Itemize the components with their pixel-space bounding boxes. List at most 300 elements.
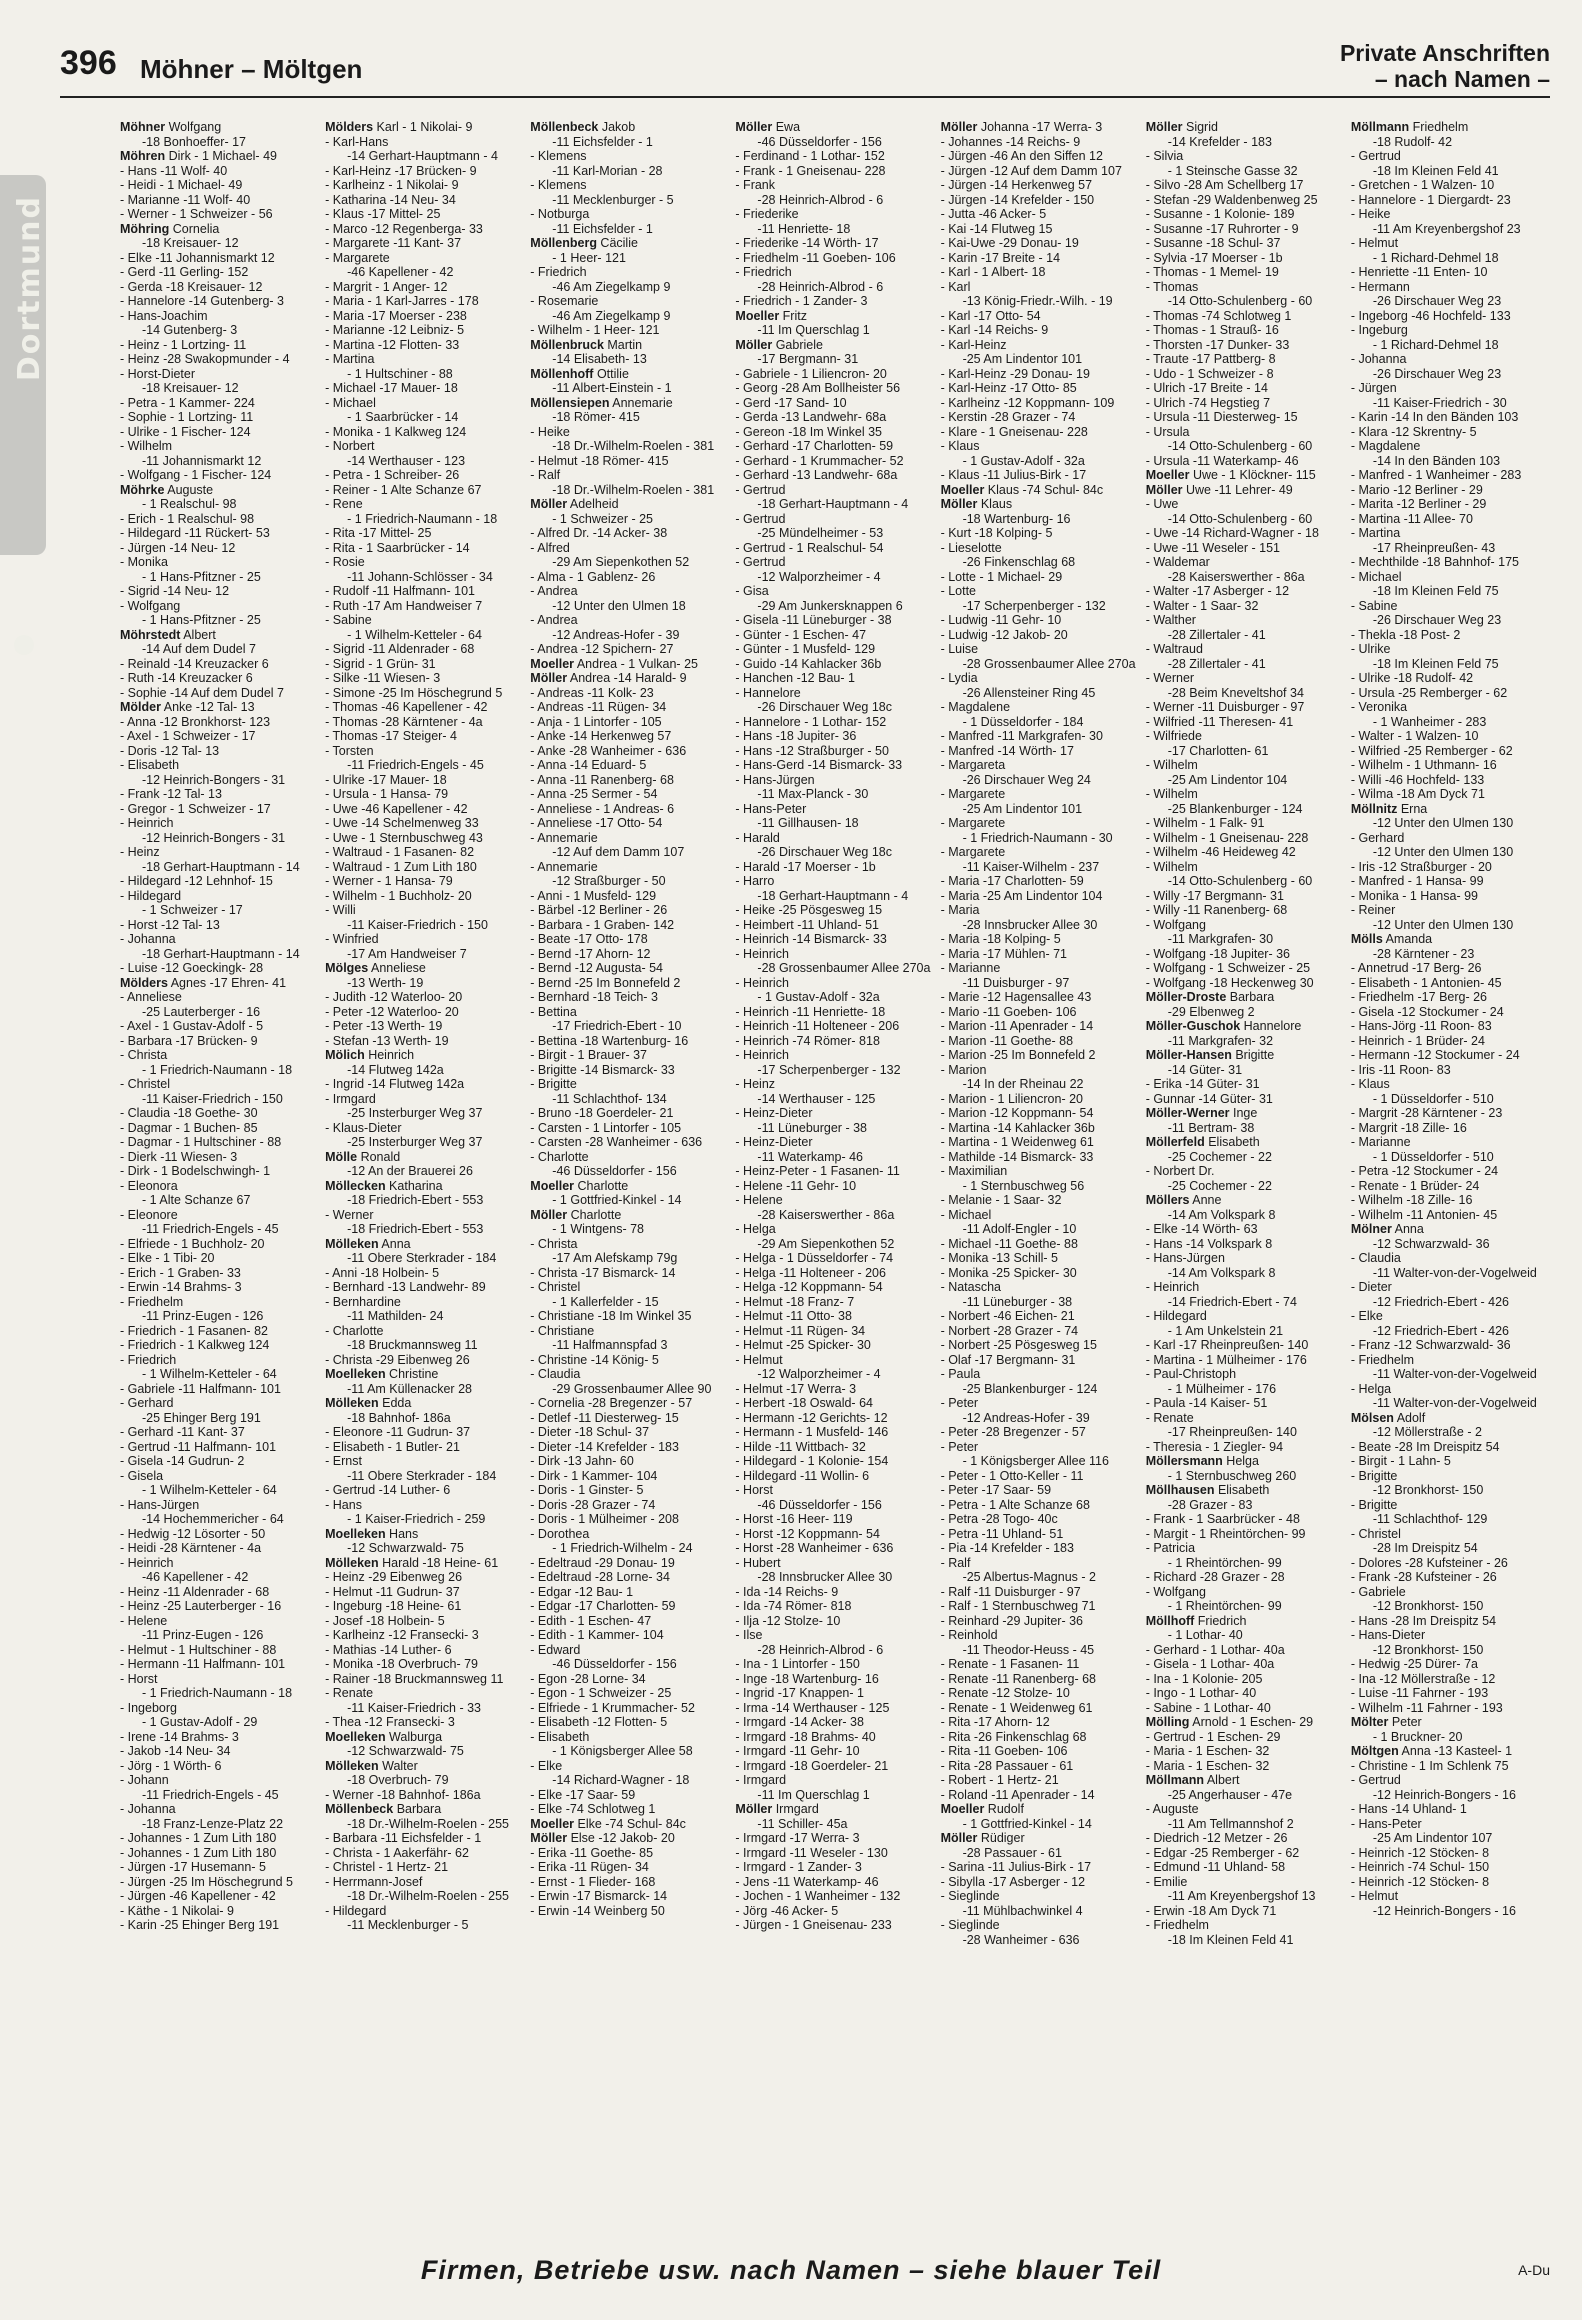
directory-entry: -17 Friedrich-Ebert - 10: [552, 1019, 682, 1033]
directory-entry: - Hans-Jürgen: [735, 772, 815, 787]
directory-entry: - Gertrud: [735, 482, 786, 497]
directory-entry: - Hildegard: [120, 888, 182, 903]
directory-entry: -14 Gutenberg- 3: [142, 323, 238, 337]
directory-entry: - Gerhard: [120, 1396, 174, 1410]
directory-entry: -12 Schwarzwald- 36: [1372, 1236, 1490, 1251]
directory-entry: - Heinrich -14 Bismarck- 33: [735, 932, 887, 946]
directory-entry: - Birgit - 1 Lahn- 5: [1350, 1454, 1451, 1468]
directory-entry: - Norbert -25 Pösgesweg 15: [940, 1338, 1097, 1352]
directory-entry: -28 Heinrich-Albrod - 6: [757, 1642, 884, 1657]
directory-entry: - 1 Wanheimer - 283: [1372, 714, 1487, 729]
directory-entry: - Eleonora: [120, 1178, 178, 1193]
directory-entry: - Sabine: [325, 613, 372, 627]
directory-entry: - Christiane: [530, 1323, 595, 1338]
directory-entry: Möllenberg Cäcilie: [530, 236, 638, 250]
directory-entry: -11 Johannismarkt 12: [142, 453, 262, 468]
directory-entry: - Edith - 1 Eschen- 47: [530, 1613, 652, 1628]
surname: Möller-Guschok: [1145, 1019, 1241, 1033]
directory-entry: - Heinrich -74 Schul- 150: [1350, 1860, 1490, 1874]
directory-entry: - Johanna: [120, 932, 176, 946]
directory-entry: - Lydia: [940, 671, 978, 685]
directory-entry: - Anneliese -17 Otto- 54: [530, 816, 663, 830]
directory-entry: - Reinhold: [940, 1628, 998, 1642]
directory-entry: - Edgar -25 Remberger - 62: [1145, 1845, 1300, 1860]
directory-entry: - Beate -17 Otto- 178: [530, 932, 648, 946]
directory-entry: - Hermann -12 Gerichts- 12: [735, 1410, 888, 1425]
directory-entry: - Luise -11 Fahrner - 193: [1350, 1686, 1489, 1700]
side-thumb-tab: [0, 175, 46, 555]
directory-entry: - Petra -12 Stockumer - 24: [1350, 1164, 1499, 1178]
directory-entry: -18 Friedrich-Ebert - 553: [347, 1193, 484, 1207]
directory-entry: - Ingeborg -46 Hochfeld- 133: [1350, 308, 1511, 323]
directory-entry: -11 Gillhausen- 18: [757, 816, 859, 830]
directory-entry: - Herrmann-Josef: [325, 1874, 423, 1889]
directory-entry: - Wilhelm: [120, 439, 173, 453]
directory-entry: - Bettina -18 Wartenburg- 16: [530, 1033, 689, 1048]
directory-entry: - Alfred Dr. -14 Acker- 38: [530, 526, 668, 540]
surname: Mölner: [1350, 1222, 1392, 1236]
directory-entry: - Wolfgang - 1 Schweizer - 25: [1145, 961, 1311, 975]
directory-entry: -12 Walporzheimer - 4: [757, 1367, 881, 1381]
directory-entry: -11 Kaiser-Friedrich - 150: [142, 1091, 283, 1106]
directory-entry: - Ilse: [735, 1628, 763, 1642]
directory-entry: Mölleken Harald -18 Heine- 61: [325, 1555, 499, 1570]
directory-entry: - Ludwig -11 Gehr- 10: [940, 613, 1062, 627]
directory-entry: - Heinz -28 Swakopmunder - 4: [120, 352, 290, 366]
directory-entry: -11 Am Tellmannshof 2: [1167, 1816, 1294, 1831]
directory-entry: - Wilhelm -18 Zille- 16: [1350, 1193, 1473, 1207]
directory-entry: - Hubert: [735, 1555, 781, 1570]
directory-entry: Möllnitz Erna: [1350, 801, 1428, 816]
directory-entry: -26 Dirschauer Weg 24: [962, 772, 1091, 787]
directory-entry: -11 Bertram- 38: [1167, 1120, 1255, 1135]
surname: Möhner: [120, 120, 166, 134]
directory-entry: -26 Finkenschlag 68: [962, 555, 1076, 569]
directory-entry: -25 Mündelheimer - 53: [757, 526, 884, 540]
directory-entry: -46 Düsseldorfer - 156: [757, 1497, 882, 1512]
directory-entry: - Helga - 1 Düsseldorfer - 74: [735, 1251, 894, 1265]
directory-entry: - Sophie - 1 Lortzing- 11: [120, 410, 254, 424]
directory-entry: - Dorothea: [530, 1526, 590, 1541]
directory-entry: -17 Scherpenberger - 132: [757, 1062, 901, 1077]
directory-entry: - Jochen - 1 Wanheimer - 132: [735, 1889, 901, 1903]
directory-entry: - Egon -28 Lorne- 34: [530, 1671, 646, 1686]
directory-entry: - Horst -16 Heer- 119: [735, 1512, 853, 1526]
directory-entry: - Karlheinz - 1 Nikolai- 9: [325, 178, 459, 192]
directory-entry: - Ina - 1 Kolonie- 205: [1145, 1671, 1263, 1686]
directory-entry: - Klaus -11 Julius-Birk - 17: [940, 468, 1087, 482]
directory-entry: - Hermann -12 Stockumer - 24: [1350, 1048, 1520, 1062]
directory-entry: -11 Am Küllenacker 28: [347, 1381, 472, 1396]
directory-entry: -11 Waterkamp- 46: [757, 1149, 864, 1164]
surname: Möllecken: [325, 1178, 386, 1193]
directory-entry: -18 Overbruch- 79: [347, 1773, 449, 1787]
directory-entry: - Renate - 1 Fasanen- 11: [940, 1657, 1080, 1671]
directory-entry: - Ina - 1 Lintorfer - 150: [735, 1657, 860, 1671]
directory-entry: - Friedhelm: [1350, 1352, 1415, 1367]
directory-entry: -46 Düsseldorfer - 156: [552, 1164, 677, 1178]
directory-entry: - Marion -12 Koppmann- 54: [940, 1106, 1094, 1120]
directory-entry: - Anke -28 Wanheimer - 636: [530, 743, 687, 758]
directory-entry: - Erich - 1 Realschul- 98: [120, 511, 255, 526]
directory-entry: - Franz -12 Schwarzwald- 36: [1350, 1338, 1511, 1352]
directory-entry: - Thomas - 1 Strauß- 16: [1145, 323, 1279, 337]
directory-entry: -14 Gerhart-Hauptmann - 4: [347, 149, 498, 163]
directory-entry: - Gretchen - 1 Walzen- 10: [1350, 178, 1495, 192]
directory-entry: -28 Passauer - 61: [962, 1845, 1062, 1860]
directory-entry: - Christel: [530, 1280, 581, 1294]
directory-entry: - Monika: [120, 555, 168, 569]
directory-entry: - Silke -11 Wiesen- 3: [325, 671, 441, 685]
directory-entry: - Renate: [325, 1686, 374, 1700]
directory-entry: - Martina -14 Kahlacker 36b: [940, 1120, 1095, 1135]
directory-entry: - Edith - 1 Kammer- 104: [530, 1628, 664, 1642]
directory-entry: - Reinald -14 Kreuzacker 6: [120, 656, 269, 671]
directory-entry: - Winfried: [325, 932, 379, 946]
directory-entry: - Günter - 1 Eschen- 47: [735, 627, 867, 642]
directory-entry: - Manfred - 1 Hansa- 99: [1350, 874, 1484, 888]
directory-entry: -11 Eichsfelder - 1: [552, 221, 653, 236]
directory-entry: - Petra -11 Uhland- 51: [940, 1526, 1064, 1541]
surname: Möllmann: [1350, 120, 1410, 134]
directory-entry: - Klaus-Dieter: [325, 1120, 402, 1135]
directory-entry: -11 Walter-von-der-Vogelweid: [1372, 1396, 1537, 1410]
directory-entry: -25 Am Lindentor 101: [962, 801, 1083, 816]
directory-entry: -12 Bronkhorst- 150: [1372, 1599, 1484, 1613]
directory-entry: - Sarina -11 Julius-Birk - 17: [940, 1860, 1092, 1874]
surname: Moeller: [940, 1802, 985, 1816]
directory-entry: - Lieselotte: [940, 540, 1002, 555]
directory-entry: - Harald -17 Moerser - 1b: [735, 859, 876, 874]
directory-entry: - Ursula -25 Remberger - 62: [1350, 685, 1508, 700]
directory-entry: - Kurt -18 Kolping- 5: [940, 526, 1053, 540]
directory-entry: - Hermann: [1350, 279, 1410, 294]
directory-entry: - Thorsten -17 Dunker- 33: [1145, 337, 1290, 352]
directory-entry: - Christa: [120, 1048, 168, 1062]
directory-entry: - Margarete: [940, 787, 1006, 801]
directory-entry: - Martina - 1 Weidenweg 61: [940, 1135, 1094, 1149]
directory-entry: Möller Gabriele: [735, 337, 823, 352]
directory-entry: - Robert - 1 Hertz- 21: [940, 1773, 1059, 1787]
directory-entry: - Irmgard - 1 Zander- 3: [735, 1860, 862, 1874]
directory-entry: -11 Schlachthof- 129: [1372, 1512, 1488, 1526]
directory-entry: - Werner: [1145, 671, 1195, 685]
directory-entry: -13 Werth- 19: [347, 975, 424, 990]
directory-entry: - Anna -14 Eduard- 5: [530, 758, 647, 772]
directory-entry: -25 Blankenburger - 124: [1167, 801, 1303, 816]
directory-entry: - Ernst: [325, 1454, 362, 1468]
directory-entry: -14 Otto-Schulenberg - 60: [1167, 874, 1313, 888]
directory-entry: -28 Im Dreispitz 54: [1372, 1541, 1478, 1555]
directory-entry: - 1 Königsberger Allee 58: [552, 1744, 693, 1758]
directory-entry: - Hans -12 Straßburger - 50: [735, 743, 889, 758]
directory-entry: Moeller Elke -74 Schul- 84c: [530, 1816, 686, 1831]
directory-entry: -12 Unter den Ulmen 18: [552, 598, 686, 613]
directory-entry: - Edgar -17 Charlotten- 59: [530, 1599, 676, 1613]
directory-entry: - Andreas -11 Kolk- 23: [530, 685, 654, 700]
directory-entry: - Sigrid - 1 Grün- 31: [325, 656, 436, 671]
directory-entry: - Petra -28 Togo- 40c: [940, 1512, 1058, 1526]
directory-entry: - Georg -28 Am Bollheister 56: [735, 381, 901, 395]
directory-entry: - Ulrike: [1350, 642, 1391, 656]
directory-entry: -11 Schlachthof- 134: [552, 1091, 667, 1106]
directory-entry: -26 Dirschauer Weg 23: [1372, 294, 1502, 308]
surname: Mölleken: [325, 1555, 379, 1570]
directory-entry: -12 Bronkhorst- 150: [1372, 1642, 1484, 1657]
surname: Moeller: [1145, 468, 1190, 482]
directory-entry: -25 Am Lindentor 104: [1167, 772, 1288, 787]
directory-entry: - Bärbel -12 Berliner - 26: [530, 903, 668, 917]
directory-entry: - Anja - 1 Lintorfer - 105: [530, 714, 662, 729]
directory-entry: - Heidi - 1 Michael- 49: [120, 178, 243, 192]
directory-entry: - Bernhard -18 Teich- 3: [530, 990, 658, 1004]
directory-entry: - Gisa: [735, 584, 769, 598]
directory-entry: - Petra - 1 Alte Schanze 68: [940, 1497, 1090, 1512]
directory-entry: - 1 Wilhelm-Ketteler - 64: [142, 1367, 277, 1381]
directory-entry: - Johannes - 1 Zum Lith 180: [120, 1845, 277, 1860]
directory-entry: - Karin -14 In den Bänden 103: [1350, 410, 1519, 424]
directory-entry: - Marion -25 Im Bonnefeld 2: [940, 1048, 1096, 1062]
directory-entry: -12 Auf dem Damm 107: [552, 845, 685, 859]
directory-entry: Moeller Andrea - 1 Vulkan- 25: [530, 656, 698, 671]
directory-entry: - Helga: [735, 1222, 776, 1236]
directory-entry: - 1 Saarbrücker - 14: [347, 410, 459, 424]
directory-entry: -18 Wartenburg- 16: [962, 511, 1071, 526]
directory-entry: - Mathias -14 Luther- 6: [325, 1642, 452, 1657]
directory-entry: - Thomas -46 Kapellener - 42: [325, 700, 488, 714]
directory-entry: - 1 Königsberger Allee 116: [962, 1454, 1109, 1468]
directory-entry: - Uwe - 1 Sternbuschweg 43: [325, 830, 483, 845]
directory-entry: - Heinrich -11 Henriette- 18: [735, 1004, 886, 1019]
directory-entry: - Waldemar: [1145, 555, 1210, 569]
directory-column-3: [530, 120, 729, 2230]
directory-entry: -18 Im Kleinen Feld 41: [1167, 1932, 1294, 1947]
directory-entry: - Bruno -18 Goerdeler- 21: [530, 1106, 674, 1120]
directory-entry: - Simone -25 Im Höschegrund 5: [325, 685, 503, 700]
directory-entry: - Hans: [325, 1497, 362, 1512]
directory-entry: - Harro: [735, 874, 775, 888]
directory-entry: Möller Adelheid: [530, 497, 619, 511]
directory-entry: - Ralf: [530, 468, 561, 482]
surname: Möhrke: [120, 482, 165, 497]
directory-entry: - Gertrud - 1 Realschul- 54: [735, 540, 884, 555]
directory-entry: - Friedhelm: [1145, 1918, 1209, 1932]
directory-entry: - Jürgen -12 Auf dem Damm 107: [940, 163, 1122, 178]
directory-entry: - Horst -12 Tal- 13: [120, 917, 220, 932]
directory-entry: -46 Düsseldorfer - 156: [757, 134, 882, 149]
directory-entry: - Dirk - 1 Bodelschwingh- 1: [120, 1164, 271, 1178]
directory-entry: - Melanie - 1 Saar- 32: [940, 1193, 1062, 1207]
directory-entry: - Claudia: [1350, 1251, 1401, 1265]
directory-entry: - Wilhelm -46 Heideweg 42: [1145, 845, 1296, 859]
directory-entry: -11 Theodor-Heuss - 45: [962, 1642, 1095, 1657]
directory-entry: - Margrit - 1 Anger- 12: [325, 279, 448, 294]
directory-entry: - Hilde -11 Wittbach- 32: [735, 1439, 866, 1454]
surname: Möhrstedt: [120, 627, 181, 642]
directory-entry: - Birgit - 1 Brauer- 37: [530, 1048, 647, 1062]
directory-entry: - Wilhelm -11 Antonien- 45: [1350, 1207, 1498, 1222]
directory-entry: - Heinrich: [735, 946, 789, 961]
directory-entry: - 1 Mülheimer - 176: [1167, 1381, 1277, 1396]
surname: Möller: [530, 1207, 568, 1222]
surname: Möllmann: [1145, 1773, 1205, 1787]
directory-entry: -11 Henriette- 18: [757, 221, 851, 236]
directory-entry: - Kerstin -28 Grazer - 74: [940, 410, 1076, 424]
directory-entry: - Erich - 1 Graben- 33: [120, 1265, 241, 1280]
directory-entry: - Ursula -11 Diesterweg- 15: [1145, 410, 1298, 424]
directory-entry: - Claudia: [530, 1367, 581, 1381]
directory-entry: -18 Bonhoeffer- 17: [142, 134, 247, 149]
directory-entry: -28 Heinrich-Albrod - 6: [757, 192, 884, 207]
surname: Mölleken: [325, 1236, 379, 1251]
directory-entry: -25 Insterburger Weg 37: [347, 1135, 483, 1149]
directory-entry: - Michael: [325, 395, 376, 410]
directory-column-4: [735, 120, 934, 2230]
directory-entry: -11 Halfmannspfad 3: [552, 1338, 668, 1352]
directory-entry: - Gerda -18 Kreisauer- 12: [120, 279, 263, 294]
directory-entry: - Thomas -74 Schlotweg 1: [1145, 308, 1292, 323]
directory-entry: - Brigitte: [530, 1077, 577, 1091]
directory-entry: - Heike: [1350, 207, 1391, 221]
directory-entry: - Silvo -28 Am Schellberg 17: [1145, 178, 1304, 192]
directory-entry: -11 Kaiser-Friedrich - 30: [1372, 395, 1507, 410]
directory-entry: - Wilfriede: [1145, 729, 1202, 743]
surname: Möllhausen: [1145, 1483, 1215, 1497]
directory-entry: Möller Sigrid: [1145, 120, 1218, 134]
directory-entry: -18 Kreisauer- 12: [142, 381, 239, 395]
directory-entry: -25 Am Lindentor 101: [962, 352, 1083, 366]
directory-entry: - Jürgen -46 Kapellener - 42: [120, 1889, 276, 1903]
directory-entry: - Veronika: [1350, 700, 1408, 714]
directory-entry: - Andreas -11 Rügen- 34: [530, 700, 667, 714]
surname: Moelleken: [325, 1367, 386, 1381]
directory-entry: - Barbara - 1 Graben- 142: [530, 917, 675, 932]
directory-entry: - Friedrich: [530, 265, 587, 279]
directory-entry: - Lotte - 1 Michael- 29: [940, 569, 1063, 584]
directory-entry: - Ingeborg: [120, 1700, 177, 1715]
directory-entry: - Ina -12 Möllerstraße - 12: [1350, 1671, 1496, 1686]
surname: Möller-Droste: [1145, 990, 1227, 1004]
directory-entry: - Renate - 1 Brüder- 24: [1350, 1178, 1480, 1193]
directory-entry: - Lotte: [940, 584, 976, 598]
directory-entry: - Ilja -12 Stolze- 10: [735, 1613, 841, 1628]
directory-entry: - Mathilde -14 Bismarck- 33: [940, 1149, 1094, 1164]
directory-entry: - Gerhard -17 Charlotten- 59: [735, 439, 894, 453]
directory-entry: - Dieter -18 Schul- 37: [530, 1425, 650, 1439]
directory-entry: - Martina: [1350, 526, 1401, 540]
directory-entry: -12 Bronkhorst- 150: [1372, 1483, 1484, 1497]
directory-entry: - Torsten: [325, 743, 374, 758]
directory-entry: - Hedwig -25 Dürer- 7a: [1350, 1657, 1478, 1671]
surname: Mölders: [325, 120, 374, 134]
directory-entry: - Klemens: [530, 178, 587, 192]
directory-entry: - Bernd -25 Im Bonnefeld 2: [530, 975, 681, 990]
directory-entry: - Helene: [120, 1613, 168, 1628]
directory-entry: - Doris -12 Tal- 13: [120, 743, 220, 758]
directory-entry: - Hildegard: [1145, 1309, 1207, 1323]
directory-entry: -25 Ehinger Berg 191: [142, 1410, 261, 1425]
directory-entry: - Wilma -18 Am Dyck 71: [1350, 787, 1485, 801]
directory-entry: - Susanne -17 Ruhrorter - 9: [1145, 221, 1299, 236]
directory-entry: -14 Elisabeth- 13: [552, 352, 647, 366]
surname: Möller: [530, 671, 568, 685]
directory-entry: - Helga -11 Holteneer - 206: [735, 1265, 886, 1280]
footer-code: A-Du: [1518, 2262, 1550, 2278]
directory-entry: - Gerd -17 Sand- 10: [735, 395, 847, 410]
directory-entry: -11 Lüneburger - 38: [962, 1294, 1073, 1309]
directory-entry: - Rita -28 Passauer - 61: [940, 1758, 1074, 1773]
directory-entry: - Renate -12 Stolze- 10: [940, 1686, 1070, 1700]
directory-entry: - Gertrud: [735, 511, 786, 526]
directory-entry: - Renate -11 Ranenberg- 68: [940, 1671, 1096, 1686]
directory-entry: Mölders Karl - 1 Nikolai- 9: [325, 120, 473, 134]
directory-entry: - Hans-Joachim: [120, 308, 208, 323]
directory-entry: Mölsen Adolf: [1350, 1410, 1426, 1425]
directory-entry: - Hans-Peter: [1350, 1816, 1422, 1831]
directory-entry: - Ida -14 Reichs- 9: [735, 1584, 839, 1599]
directory-entry: - Magdalene: [1350, 439, 1421, 453]
directory-entry: -17 Rheinpreußen- 43: [1372, 540, 1496, 555]
directory-entry: - Emilie: [1145, 1874, 1188, 1889]
surname: Möllers: [1145, 1193, 1190, 1207]
surname: Möllenhoff: [530, 366, 594, 381]
directory-entry: - Karl-Hans: [325, 134, 389, 149]
directory-entry: Möllenbruck Martin: [530, 337, 643, 352]
surname: Möhren: [120, 149, 166, 163]
directory-entry: - Peter - 1 Otto-Keller - 11: [940, 1468, 1084, 1483]
directory-entry: - Karl -14 Reichs- 9: [940, 323, 1049, 337]
directory-entry: - Johanna: [120, 1802, 176, 1816]
directory-entry: - Gregor - 1 Schweizer - 17: [120, 801, 271, 816]
directory-entry: - Marianne: [1350, 1135, 1411, 1149]
directory-entry: - Helene -11 Gehr- 10: [735, 1178, 857, 1193]
directory-entry: - 1 Gustav-Adolf - 32a: [962, 453, 1085, 468]
directory-entry: - Dirk -13 Jahn- 60: [530, 1454, 634, 1468]
directory-entry: - Monika -18 Overbruch- 79: [325, 1657, 478, 1671]
directory-entry: Mölle Ronald: [325, 1149, 401, 1164]
directory-entry: -12 Unter den Ulmen 130: [1372, 816, 1514, 830]
directory-entry: Möhren Dirk - 1 Michael- 49: [120, 149, 277, 163]
directory-entry: -11 Schiller- 45a: [757, 1816, 848, 1831]
directory-entry: - Brigitte: [1350, 1497, 1398, 1512]
directory-entry: - Klara -12 Skrentny- 5: [1350, 424, 1477, 439]
directory-entry: - Heinrich -12 Stöcken- 8: [1350, 1874, 1490, 1889]
directory-entry: - Martina -11 Allee- 70: [1350, 511, 1473, 526]
directory-entry: - Uwe -46 Kapellener - 42: [325, 801, 468, 816]
directory-entry: - Elke: [1350, 1309, 1383, 1323]
directory-entry: -26 Dirschauer Weg 23: [1372, 366, 1502, 381]
directory-entry: - 1 Richard-Dehmel 18: [1372, 250, 1499, 265]
directory-entry: - Elisabeth - 1 Butler- 21: [325, 1439, 460, 1454]
directory-entry: - Walther: [1145, 613, 1196, 627]
directory-entry: - Jürgen -46 An den Siffen 12: [940, 149, 1103, 163]
directory-entry: - Ingo - 1 Lothar- 40: [1145, 1686, 1257, 1700]
directory-entry: - Henriette -11 Enten- 10: [1350, 265, 1488, 279]
surname: Moeller: [530, 656, 575, 671]
directory-entry: - Gerd -11 Gerling- 152: [120, 265, 249, 279]
directory-entry: - Erwin -18 Am Dyck 71: [1145, 1903, 1277, 1918]
directory-entry: - Maria - 1 Eschen- 32: [1145, 1758, 1270, 1773]
directory-entry: -11 Adolf-Engler - 10: [962, 1222, 1077, 1236]
directory-entry: - Paula: [940, 1367, 981, 1381]
directory-entry: -11 Max-Planck - 30: [757, 787, 869, 801]
directory-entry: - Irmgard: [735, 1773, 787, 1787]
directory-entry: - Wilhelm - 1 Gneisenau- 228: [1145, 830, 1309, 845]
directory-entry: - Helga: [1350, 1381, 1392, 1396]
directory-entry: - Margarete -11 Kant- 37: [325, 236, 462, 250]
directory-entry: - Elfriede - 1 Buchholz- 20: [120, 1236, 265, 1251]
directory-entry: - Hildegard - 1 Kolonie- 154: [735, 1454, 889, 1468]
